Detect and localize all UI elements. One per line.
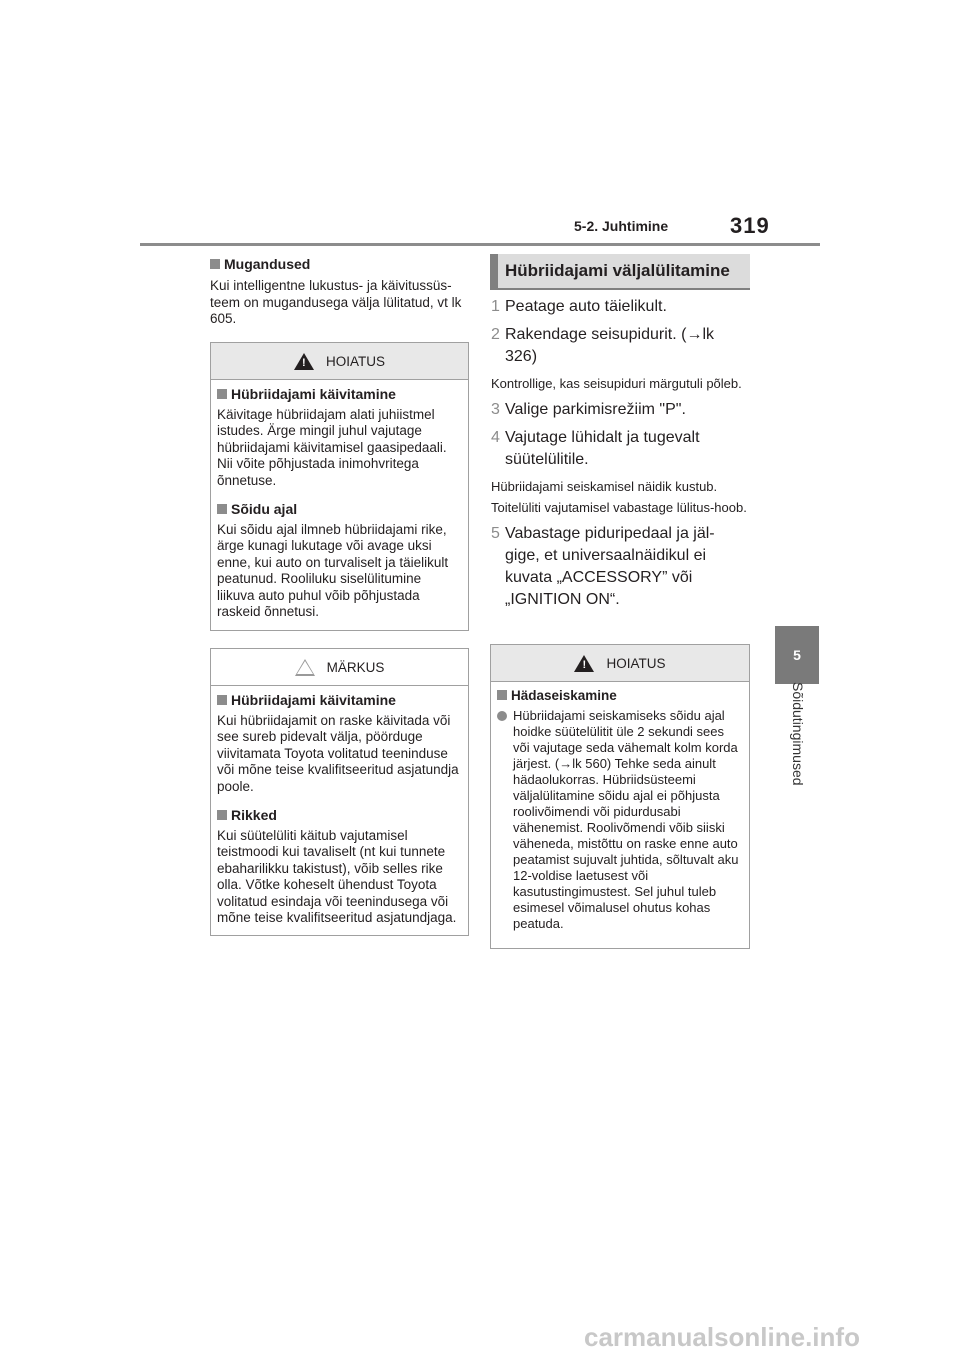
round-bullet-icon: [497, 711, 507, 721]
step-item: 5 Vabastage piduripedaal ja jäl-gige, et universaalnäidikul ei kuvata „ACCESSORY” või „IGNITION ON“.: [491, 525, 715, 608]
warning-box-header: ! HOIATUS: [491, 645, 749, 682]
warning-triangle-icon: [574, 655, 594, 672]
notice-paragraph: Kui hübriidajamit on raske käivitada või see sureb pidevalt välja, pöörduge viivitamata Toyota volitatud teeninduse või mõne teise kvalifitseeritud asjatundja poole.: [217, 712, 459, 794]
warning-box: [210, 342, 469, 631]
mugandused-section: [210, 256, 468, 328]
warning-triangle-icon: [294, 353, 314, 370]
warning-box-header: ! HOIATUS: [211, 343, 468, 380]
chapter-tab: 5: [775, 626, 819, 684]
notice-box-body: [211, 686, 468, 927]
watermark: carmanualsonline.info: [584, 1322, 860, 1352]
notice-box: [210, 648, 469, 936]
square-bullet-icon: [217, 695, 227, 705]
warning-paragraph: Nii võite põhjustada inimohvritega õnnetuse.: [217, 456, 419, 488]
notice-subheading: Hübriidajami käivitamine: [217, 692, 460, 709]
warning-subheading: Hübriidajami käivitamine: [217, 386, 460, 403]
step-item: 1 Peatage auto täielikult.: [491, 298, 667, 315]
steps-list: [491, 296, 751, 611]
notice-paragraph: Kui süütelüliti käitub vajutamisel teistmoodi kui tavaliselt (nt kui tunnete ebaharilikku takistust), võib selles rike olla. Võtke koheselt ühendust Toyota volitatud esindaja või teenindusega või mõne teise kvalifitseeritud asjatundjaga.: [217, 827, 457, 925]
warning-bullet: [497, 708, 741, 932]
step-item: 2 Rakendage seisupidurit. (→lk 326): [491, 326, 714, 365]
warning-box-body: [491, 682, 749, 932]
step-note: Hübriidajami seiskamisel näidik kustub.: [491, 479, 718, 494]
step-note: Kontrollige, kas seisupiduri märgutuli põleb.: [491, 376, 742, 391]
warning-subheading: Sõidu ajal: [217, 501, 460, 518]
warning-box: [490, 644, 750, 949]
step-item: 4 Vajutage lühidalt ja tugevalt süütelülitile.: [491, 429, 700, 468]
square-bullet-icon: [497, 690, 507, 700]
chapter-label: [784, 682, 810, 812]
warning-box-body: [211, 380, 468, 621]
square-bullet-icon: [210, 259, 220, 269]
notice-box-header: MÄRKUS: [211, 649, 468, 686]
mugandused-heading: Mugandused: [210, 256, 468, 272]
notice-subheading: Rikked: [217, 807, 460, 824]
step-note: Toitelüliti vajutamisel vabastage lülitus-hoob.: [491, 500, 747, 515]
square-bullet-icon: [217, 810, 227, 820]
header-divider: [140, 243, 820, 246]
section-heading: 5-2. Juhtimine: [574, 218, 669, 234]
square-bullet-icon: [217, 504, 227, 514]
page-number: 319: [730, 213, 770, 238]
chapter-label-text: Sõidutingimused: [790, 682, 806, 786]
caution-triangle-icon: [295, 659, 315, 676]
square-bullet-icon: [217, 389, 227, 399]
warning-paragraph: Hübriidajami seiskamiseks sõidu ajal hoidke süütelülitit üle 2 sekundi sees või vajutage seda vähemalt kolm korda järjest. (→lk 560) Tehke seda ainult hädaolukorras. Hübriidsüsteemi väljalülitamine sõidu ajal ei põhjusta roolivõimendi või pidurdusabi vähenemist. Roolivõmendi võib siiski väheneda, mistõttu on raske enne auto peatamist sujuvalt juhtida, sõltuvalt aku 12-voldise laetusest või kasutustingimustest. Sel juhul tuleb esimesel võimalusel ohutus kohas peatuda.: [513, 708, 739, 931]
mugandused-body: Kui intelligentne lukustus- ja käivitussüs-teem on mugandusega välja lülitatud, vt lk 605.: [210, 278, 462, 326]
warning-paragraph: Käivitage hübriidajam alati juhiistmel istudes. Ärge mingil juhul vajutage hübriidajami käivitamisel gaasipedaali.: [217, 406, 447, 455]
section-title: Hübriidajami väljalülitamine: [490, 254, 750, 290]
step-item: 3 Valige parkimisrežiim "P".: [491, 401, 686, 418]
warning-paragraph: Kui sõidu ajal ilmneb hübriidajami rike, ärge kunagi lukutage või avage uksi enne, kui auto on turvaliselt ja täielikult peatunud. Rooliluku siselülitumine liikuva auto puhul võib põhjustada raskeid õnnetusi.: [217, 521, 449, 619]
warning-subheading: Hädaseiskamine: [497, 688, 741, 704]
